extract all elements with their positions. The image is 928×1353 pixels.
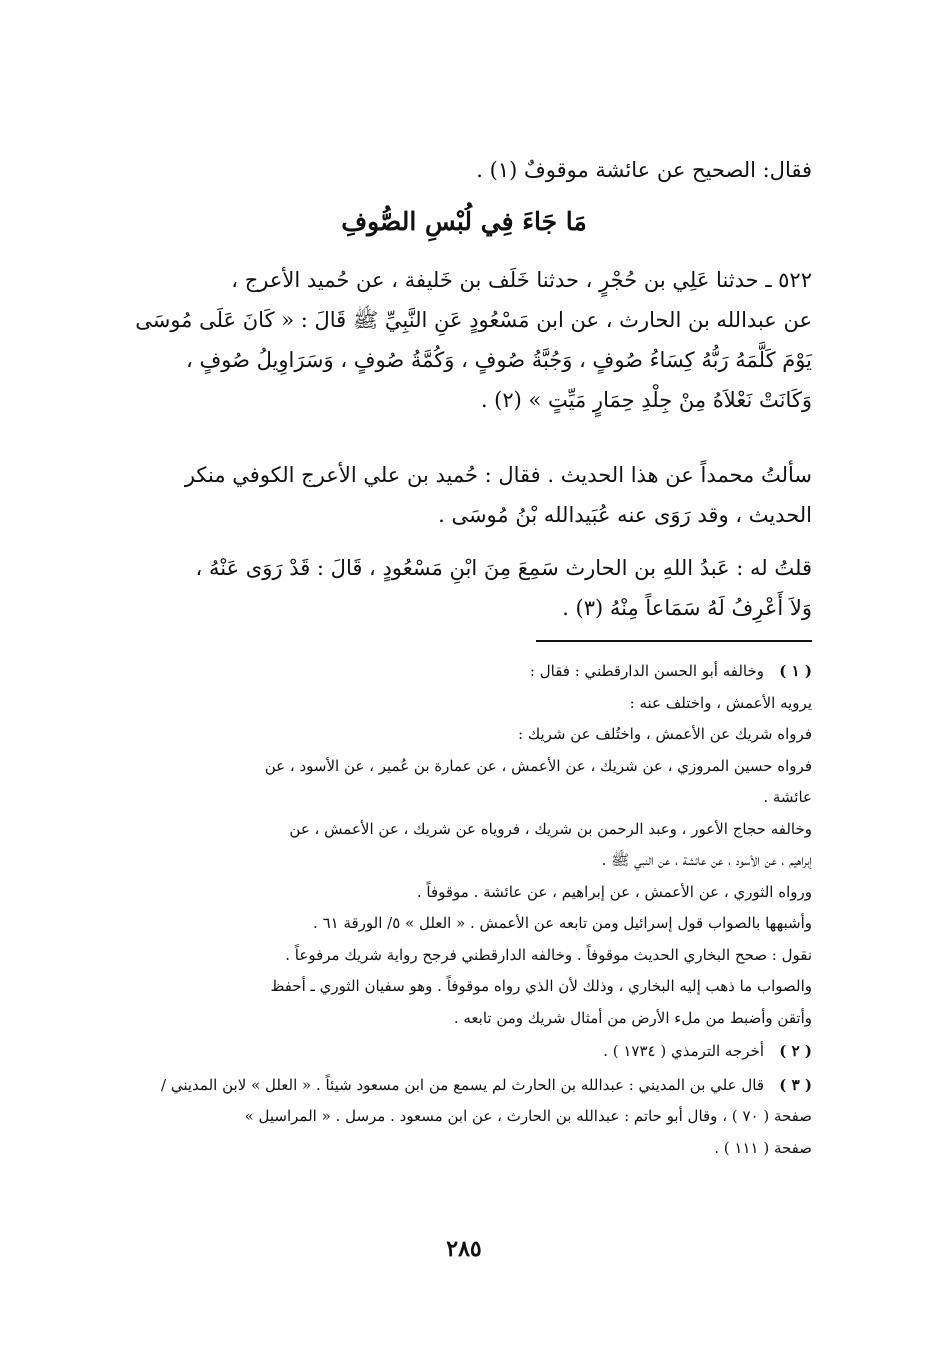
- footnote-line: صفحة ( ١١١ ) .: [714, 1138, 812, 1157]
- footnote-line: إبراهيم ، عن الأسود ، عن عائشة ، عن النبي ﷺ .: [601, 851, 812, 869]
- footnote-line: وأشبهها بالصواب قول إسرائيل ومن تابعه عن الأعمش . « العلل » ٥/ الورقة ٦١ .: [313, 914, 812, 932]
- hadith-line: عن عبدالله بن الحارث ، عن ابن مَسْعُودٍ عَنِ النَّبِيِّ ﷺ قَالَ : « كَانَ عَلَى مُوسَى: [135, 308, 812, 332]
- footnote-body: [100, 656, 764, 688]
- paragraph-line: قلتُ له : عَبدُ اللهِ بن الحارث سَمِعَ مِنَ ابْنِ مَسْعُودٍ ، قَالَ : قَدْ رَوَى عَنْهُ ،: [195, 556, 812, 580]
- chapter-heading: مَا جَاءَ فِي لُبْسِ الصُّوفِ: [341, 207, 587, 236]
- page-number: ٢٨٥: [446, 1236, 482, 1262]
- footnote-line: قال علي بن المديني : عبدالله بن الحارث لم يسمع من ابن مسعود شيئاً . « العلل » لابن المديني /: [161, 1075, 764, 1094]
- footnote-body: [100, 1036, 764, 1068]
- footnote-body: [100, 1070, 764, 1102]
- footnote-line: ورواه الثوري ، عن الأعمش ، عن إبراهيم ، عن عائشة . موقوفاً .: [416, 882, 812, 901]
- footnotes: [100, 656, 812, 1164]
- footnote-2: [100, 1036, 812, 1068]
- footnote-line: أخرجه الترمذي ( ١٧٣٤ ) .: [603, 1042, 764, 1060]
- footnote-line: فرواه شريك عن الأعمش ، واختُلف عن شريك :: [518, 725, 812, 743]
- answer-paragraph: [100, 548, 812, 628]
- footnote-line: فرواه حسين المروزي ، عن شريك ، عن الأعمش ، عن عمارة بن عُمير ، عن الأسود ، عن: [264, 756, 812, 775]
- paragraph-line: سألتُ محمداً عن هذا الحديث . فقال : حُميد بن علي الأعرج الكوفي منكر: [184, 463, 812, 487]
- hadith-line: وَكَانَتْ نَعْلاَهُ مِنْ جِلْدِ حِمَارٍ مَيِّتٍ » (٢) .: [480, 388, 812, 412]
- footnote-number: ( ١ ): [779, 662, 812, 680]
- footnote-line: نقول : صحح البخاري الحديث موقوفاً . وخالفه الدارقطني فرجح رواية شريك مرفوعاً .: [285, 945, 812, 964]
- footnote-divider: [536, 640, 812, 642]
- paragraph-line: وَلاَ أَعْرِفُ لَهُ سَمَاعاً مِنْهُ (٣) .: [562, 596, 812, 620]
- footnote-line: وأتقن وأضبط من ملء الأرض من أمثال شريك ومن تابعه .: [453, 1008, 812, 1027]
- footnote-line: يرويه الأعمش ، واختلف عنه :: [629, 693, 812, 712]
- footnote-number: ( ٣ ): [779, 1075, 812, 1094]
- hadith-paragraph: [100, 260, 812, 420]
- intro-line: [100, 150, 812, 190]
- footnote-line: عائشة .: [763, 788, 812, 806]
- footnote-line: صفحة ( ٧٠ ) ، وقال أبو حاتم : عبدالله بن الحارث ، عن ابن مسعود . مرسل . « المراسيل »: [244, 1107, 812, 1125]
- paragraph-line: الحديث ، وقد رَوَى عنه عُبَيدالله بْنُ مُوسَى .: [438, 503, 812, 527]
- question-paragraph: [100, 455, 812, 535]
- footnote-1: [100, 656, 812, 688]
- footnote-3: [100, 1070, 812, 1102]
- hadith-line: ٥٢٢ ـ حدثنا عَلِي بن حُجْرٍ ، حدثنا خَلَف بن خَليفة ، عن حُميد الأعرج ،: [231, 268, 812, 292]
- footnote-line: والصواب ما ذهب إليه البخاري ، وذلك لأن الذي رواه موقوفاً . وهو سفيان الثوري ـ أحفظ: [270, 977, 812, 995]
- intro-text: فقال: الصحيح عن عائشة موقوفٌ (١) .: [476, 158, 812, 182]
- hadith-line: يَوْمَ كَلَّمَهُ رَبُّهُ كِسَاءُ صُوفٍ ، وَجُبَّةُ صُوفٍ ، وَكُمَّةُ صُوفٍ ، وَسَرَاوِيلُ صُوفٍ ،: [186, 348, 812, 372]
- footnote-line: وخالفه أبو الحسن الدارقطني : فقال :: [529, 662, 764, 680]
- footnote-line: وخالفه حجاج الأعور ، وعبد الرحمن بن شريك ، فروياه عن شريك ، عن الأعمش ، عن: [289, 819, 812, 838]
- footnote-number: ( ٢ ): [779, 1042, 812, 1060]
